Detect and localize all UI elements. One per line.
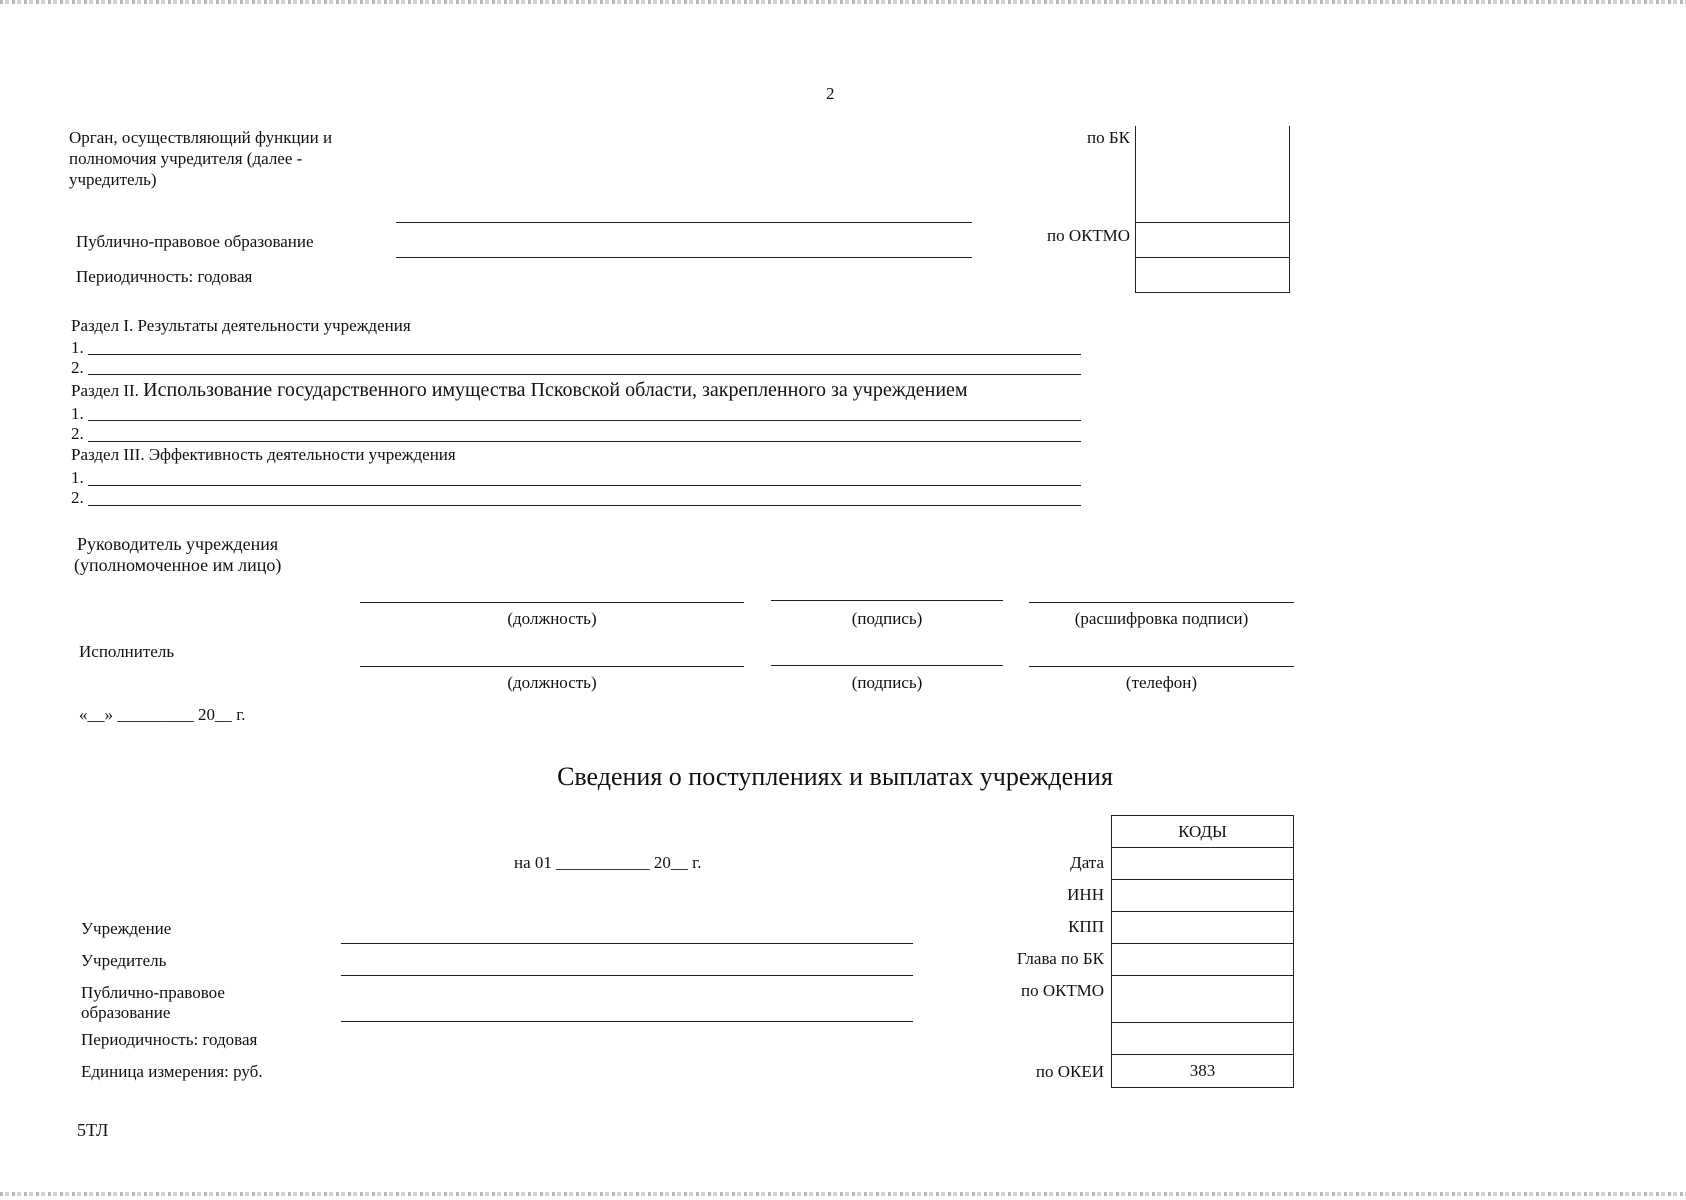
code-value-okei: 383: [1189, 1061, 1216, 1080]
report-periodicity-label: Периодичность: годовая: [81, 1030, 258, 1049]
founder-input-line[interactable]: [396, 222, 972, 223]
executor-phone-line[interactable]: [1029, 666, 1294, 667]
code-value-blank[interactable]: [1111, 1023, 1294, 1055]
section-2-item-2-number: 2.: [71, 424, 84, 443]
executor-label: Исполнитель: [79, 642, 175, 661]
po-oktmo-label: по ОКТМО: [1046, 226, 1130, 245]
code-value-inn[interactable]: [1111, 880, 1294, 912]
scan-edge-top: [0, 0, 1686, 4]
section-1-title: Раздел I. Результаты деятельности учреждения: [71, 316, 411, 335]
executor-phone-caption: (телефон): [1125, 673, 1198, 692]
code-label-inn: ИНН: [1067, 885, 1104, 904]
institution-input-line[interactable]: [341, 943, 913, 944]
code-label-oktmo: по ОКТМО: [1020, 981, 1104, 1000]
head-label-line2: (уполномоченное им лицо): [74, 555, 282, 575]
section-3-item-2-line[interactable]: [88, 505, 1081, 506]
executor-position-line[interactable]: [360, 666, 744, 667]
public-entity-input-line[interactable]: [396, 257, 972, 258]
codes-box-left-border: [1135, 126, 1136, 293]
report-public-entity-input-line[interactable]: [341, 1021, 913, 1022]
institution-label: Учреждение: [81, 919, 172, 938]
report-title: Сведения о поступлениях и выплатах учреждения: [557, 762, 1113, 791]
scan-edge-bottom: [0, 1192, 1686, 1196]
head-decoding-caption: (расшифровка подписи): [1074, 609, 1249, 628]
codes-header: КОДЫ: [1178, 822, 1227, 841]
po-bk-label: по БК: [1087, 128, 1130, 147]
code-label-date: Дата: [1070, 853, 1104, 872]
section-1-item-2-number: 2.: [71, 358, 84, 377]
executor-position-caption: (должность): [507, 673, 597, 692]
section-2-title-text: Использование государственного имущества Псковской области, закрепленного за учреждением: [143, 379, 968, 401]
section-2-item-2-line[interactable]: [88, 441, 1081, 442]
section-1-item-1-line[interactable]: [88, 354, 1081, 355]
codes-box-divider-2: [1135, 257, 1290, 258]
report-as-of-date[interactable]: на 01 ___________ 20__ г.: [514, 853, 702, 872]
founder-label-line1: Орган, осуществляющий функции и: [69, 128, 333, 147]
section-1-item-2-line[interactable]: [88, 374, 1081, 375]
report-public-entity-line2: образование: [81, 1003, 171, 1022]
head-signature-caption: (подпись): [851, 609, 923, 628]
executor-signature-line[interactable]: [771, 665, 1003, 666]
section-1-item-1-number: 1.: [71, 338, 84, 357]
public-entity-label: Публично-правовое образование: [76, 232, 314, 251]
head-position-line[interactable]: [360, 602, 744, 603]
footer-mark: 5ТЛ: [77, 1120, 109, 1140]
head-decoding-line[interactable]: [1029, 602, 1294, 603]
executor-signature-caption: (подпись): [851, 673, 923, 692]
section-3-title: Раздел III. Эффективность деятельности учреждения: [71, 445, 456, 464]
section-3-item-1-line[interactable]: [88, 485, 1081, 486]
codes-box-bottom: [1135, 292, 1290, 293]
code-value-oktmo[interactable]: [1111, 976, 1294, 1022]
code-label-kpp: КПП: [1068, 917, 1104, 936]
report-founder-input-line[interactable]: [341, 975, 913, 976]
section-3-item-2-number: 2.: [71, 488, 84, 507]
section-2-item-1-line[interactable]: [88, 420, 1081, 421]
periodicity-label: Периодичность: годовая: [76, 267, 253, 286]
section-3-item-1-number: 1.: [71, 468, 84, 487]
code-value-kpp[interactable]: [1111, 912, 1294, 944]
page-number: 2: [826, 84, 835, 103]
codes-box-right-border: [1289, 126, 1290, 293]
code-value-date[interactable]: [1111, 848, 1294, 880]
code-label-okei: по ОКЕИ: [1035, 1062, 1104, 1081]
founder-label-line2: полномочия учредителя (далее -: [69, 149, 303, 168]
report-unit-label: Единица измерения: руб.: [81, 1062, 263, 1081]
signature-date[interactable]: «__» _________ 20__ г.: [79, 705, 246, 724]
founder-label-line3: учредитель): [69, 170, 157, 189]
section-2-title: [71, 379, 968, 402]
code-value-chapter-bk[interactable]: [1111, 944, 1294, 976]
head-signature-line[interactable]: [771, 600, 1003, 601]
report-founder-label: Учредитель: [81, 951, 167, 970]
codes-box-divider-1: [1135, 222, 1290, 223]
report-public-entity-line1: Публично-правовое: [81, 983, 225, 1002]
head-position-caption: (должность): [507, 609, 597, 628]
head-label-line1: Руководитель учреждения: [77, 534, 279, 554]
code-label-chapter-bk: Глава по БК: [1016, 949, 1104, 968]
section-2-item-1-number: 1.: [71, 404, 84, 423]
section-2-prefix: Раздел II.: [71, 381, 144, 400]
